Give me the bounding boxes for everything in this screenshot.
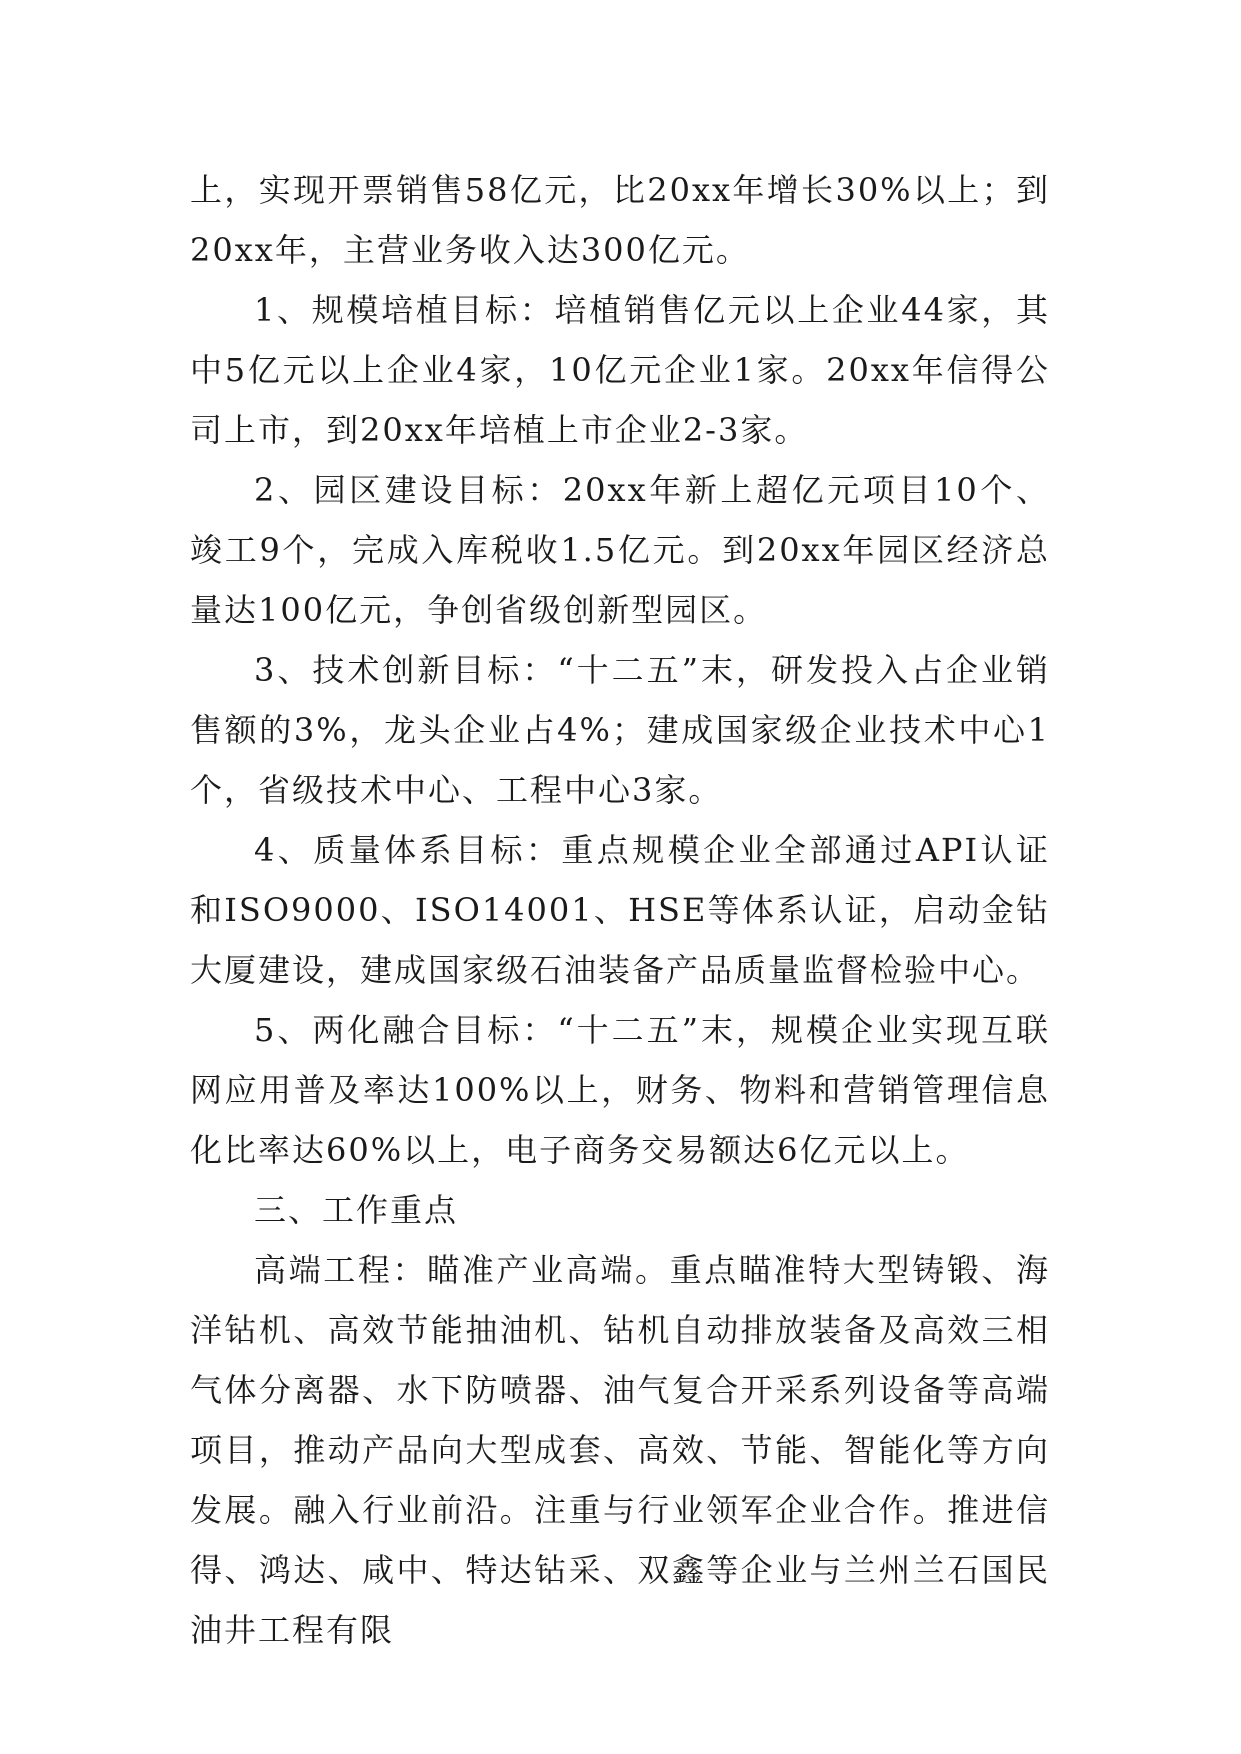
paragraph-high-end-project: 高端工程：瞄准产业高端。重点瞄准特大型铸锻、海洋钻机、高效节能抽油机、钻机自动排放装备及高效三相气体分离器、水下防喷器、油气复合开采系列设备等高端项目，推动产品向大型成套、高效、节能、智能化等方向发展。融入行业前沿。注重与行业领军企业合作。推进信得、鸿达、咸中、特达钻采、双鑫等企业与兰州兰石国民油井工程有限 <box>190 1251 1050 1649</box>
paragraph-park-target: 2、园区建设目标：20xx年新上超亿元项目10个、竣工9个，完成入库税收1.5亿元。到20xx年园区经济总量达100亿元，争创省级创新型园区。 <box>190 471 1050 629</box>
document-body <box>190 160 1050 1660</box>
paragraph-scale-target: 1、规模培植目标：培植销售亿元以上企业44家，其中5亿元以上企业4家，10亿元企业1家。20xx年信得公司上市，到20xx年培植上市企业2-3家。 <box>190 291 1050 449</box>
paragraph-innovation-target: 3、技术创新目标：“十二五”末，研发投入占企业销售额的3%，龙头企业占4%；建成国家级企业技术中心1个，省级技术中心、工程中心3家。 <box>190 651 1050 809</box>
section-heading-work-focus: 三、工作重点 <box>254 1191 459 1229</box>
paragraph-quality-target: 4、质量体系目标：重点规模企业全部通过API认证和ISO9000、ISO14001、HSE等体系认证，启动金钻大厦建设，建成国家级石油装备产品质量监督检验中心。 <box>190 831 1050 989</box>
paragraph-integration-target: 5、两化融合目标：“十二五”末，规模企业实现互联网应用普及率达100%以上，财务、物料和营销管理信息化比率达60%以上，电子商务交易额达6亿元以上。 <box>190 1011 1050 1169</box>
paragraph-continuation: 上，实现开票销售58亿元，比20xx年增长30%以上；到20xx年，主营业务收入达300亿元。 <box>190 171 1050 269</box>
